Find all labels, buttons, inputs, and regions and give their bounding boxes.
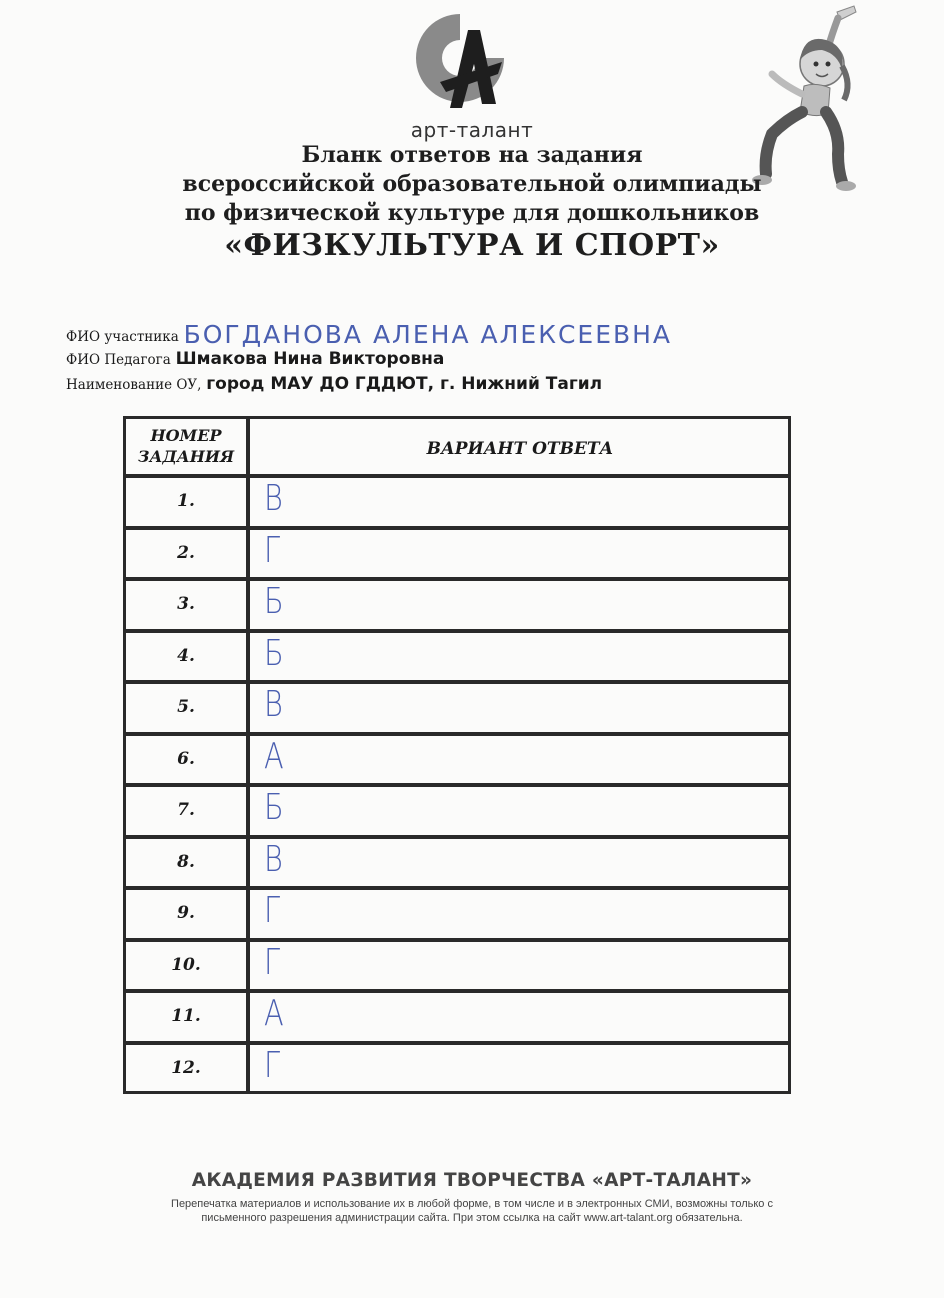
row-separator — [126, 526, 788, 530]
task-number-10: 10. — [171, 954, 201, 975]
answer-6: А — [264, 735, 284, 777]
olympiad-name: «ФИЗКУЛЬТУРА И СПОРТ» — [224, 228, 720, 263]
row-separator — [126, 989, 788, 993]
row-separator — [126, 577, 788, 581]
row-separator — [126, 938, 788, 942]
task-number-8: 8. — [177, 851, 195, 872]
organization-name: город МАУ ДО ГДДЮТ, г. Нижний Тагил — [206, 374, 603, 394]
teacher-label: ФИО Педагога — [66, 352, 171, 368]
answer-8: В — [264, 838, 283, 880]
task-number-4: 4. — [177, 645, 195, 666]
answer-4: Б — [264, 632, 284, 674]
header-task-number: НОМЕР ЗАДАНИЯ — [137, 426, 235, 466]
task-number-6: 6. — [177, 748, 195, 769]
task-number-5: 5. — [177, 697, 195, 717]
row-separator — [126, 680, 788, 684]
task-number-7: 7. — [177, 800, 195, 820]
answer-9: Г — [264, 890, 281, 931]
teacher-name: Шмакова Нина Викторовна — [175, 349, 445, 369]
answer-2: Г — [264, 529, 281, 571]
organization-label: Наименование ОУ, — [66, 377, 202, 393]
footer-academy: АКАДЕМИЯ РАЗВИТИЯ ТВОРЧЕСТВА «АРТ-ТАЛАНТ» — [191, 1170, 753, 1191]
footer-notice-line2: письменного разрешения администрации сайта. При этом ссылка на сайт www.art-talant.org обязательна. — [201, 1212, 743, 1224]
participant-field — [66, 318, 672, 347]
art-talant-logo-icon — [410, 8, 510, 120]
participant-label: ФИО участника — [66, 329, 179, 345]
row-separator — [126, 474, 788, 478]
organization-field — [66, 374, 602, 394]
task-number-1: 1. — [177, 491, 195, 511]
answer-table — [123, 416, 791, 1094]
row-separator — [126, 629, 788, 633]
answer-5: В — [264, 684, 283, 725]
form-title-line2: всероссийской образовательной олимпиады — [182, 171, 762, 197]
row-separator — [126, 886, 788, 890]
row-separator — [126, 1041, 788, 1045]
header-answer-variant: ВАРИАНТ ОТВЕТА — [426, 439, 614, 459]
answer-3: Б — [264, 581, 284, 622]
form-title-line1: Бланк ответов на задания — [301, 142, 643, 168]
answer-1: В — [264, 478, 283, 519]
answer-11: А — [264, 993, 284, 1034]
task-number-9: 9. — [177, 903, 195, 923]
participant-name: БОГДАНОВА АЛЕНА АЛЕКСЕЕВНА — [183, 320, 673, 349]
answer-12: Г — [264, 1044, 281, 1086]
teacher-field — [66, 349, 444, 369]
row-separator — [126, 783, 788, 787]
answer-10: Г — [264, 941, 281, 983]
task-number-3: 3. — [177, 594, 195, 614]
answer-7: Б — [264, 787, 284, 828]
task-number-11: 11. — [171, 1006, 201, 1026]
task-number-2: 2. — [177, 542, 195, 563]
brand-name: арт-талант — [410, 118, 534, 142]
row-separator — [126, 835, 788, 839]
task-number-12: 12. — [171, 1057, 201, 1078]
form-title-line3: по физической культуре для дошкольников — [184, 200, 760, 226]
footer-notice-line1: Перепечатка материалов и использование их в любой форме, в том числе и в электронных СМИ, возможны только с — [171, 1198, 773, 1210]
row-separator — [126, 732, 788, 736]
